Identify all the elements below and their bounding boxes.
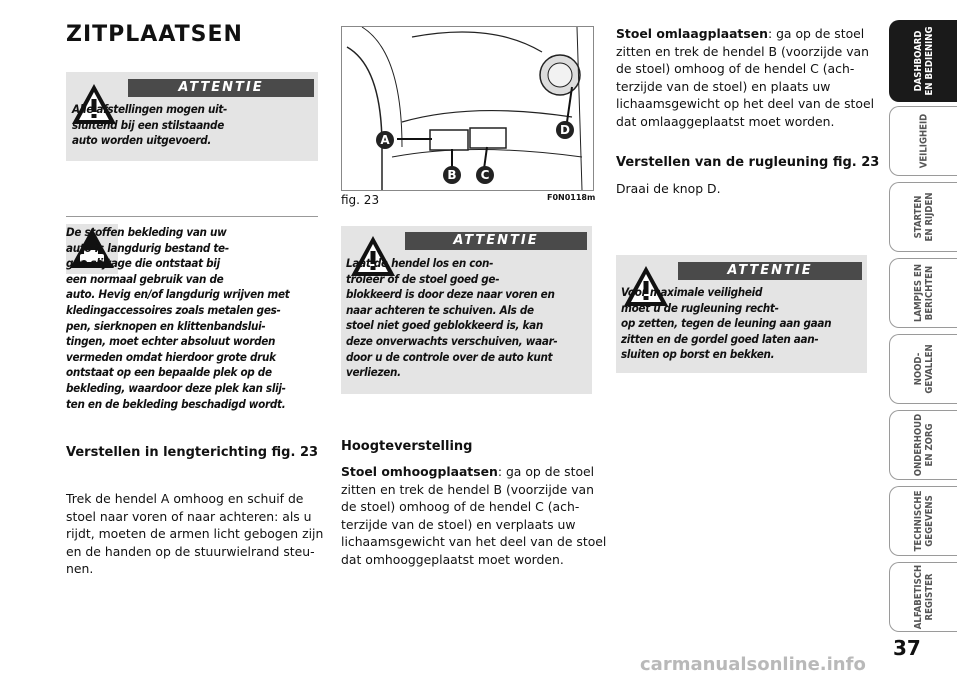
seat-illustration bbox=[342, 27, 593, 190]
chapter-tabs bbox=[883, 0, 960, 640]
divider bbox=[66, 216, 318, 217]
figure-caption: fig. 23 bbox=[341, 193, 380, 207]
warning-header: ATTENTIE bbox=[128, 79, 314, 97]
longitudinal-heading: Verstellen in lengterichting fig. 23 bbox=[66, 445, 319, 460]
warning-header: ATTENTIE bbox=[678, 262, 862, 280]
tab-safety[interactable]: VEILIGHEID bbox=[889, 106, 957, 176]
fabric-note-text: De stoffen bekleding van uw auto is langdurig bestand te- gen slijtage die ontstaat bij een normaal gebruik van de auto. Hevig en/of langdurig wrijven met kledingaccessoires zoals metalen ges- pen, sierknopen en klittenbandslui- tingen, moet echter absoluut worden vermeden omdat hierdoor grote druk ontstaat op een bepaalde plek op de bekleding, waardoor deze plek kan slij- ten en de bekleding beschadigd wordt. bbox=[66, 225, 290, 411]
lower-body: : ga op de stoel zitten en trek de hendel B (voorzijde van de stoel) omhoog of de hendel C (ach- terzijde van de stoel) en plaats uw lichaamsgewicht op het deel van de stoel dat omlaaggeplaatst moet worden. bbox=[616, 26, 875, 129]
page-title: ZITPLAATSEN bbox=[66, 22, 243, 47]
warning-text: Alle afstellingen mogen uit- sluitend bij een stilstaande auto worden uitgevoerd. bbox=[72, 102, 228, 148]
warning-text: Voor maximale veiligheid moet u de rugleuning recht- op zetten, tegen de leuning aan gaan zitten en de gordel goed laten aan- sluiten op borst en bekken. bbox=[621, 285, 832, 362]
figure-code: F0N0118m bbox=[547, 193, 596, 202]
raise-label: Stoel omhoogplaatsen bbox=[341, 464, 498, 479]
label-c: C bbox=[476, 166, 494, 184]
warning-header: ATTENTIE bbox=[405, 232, 587, 250]
watermark: carmanualsonline.info bbox=[640, 654, 866, 675]
tab-maintenance[interactable]: ONDERHOUD EN ZORG bbox=[889, 410, 957, 480]
page-number: 37 bbox=[893, 636, 921, 660]
tab-index[interactable]: ALFABETISCH REGISTER bbox=[889, 562, 957, 632]
tab-dashboard[interactable]: DASHBOARD EN BEDIENING bbox=[889, 20, 957, 102]
tab-starting[interactable]: STARTEN EN RIJDEN bbox=[889, 182, 957, 252]
height-heading: Hoogteverstelling bbox=[341, 439, 473, 454]
label-d: D bbox=[556, 121, 574, 139]
backrest-text: Draai de knop D. bbox=[616, 181, 721, 196]
tab-warnings[interactable]: LAMPJES EN BERICHTEN bbox=[889, 258, 957, 328]
seat-figure bbox=[341, 26, 594, 191]
warning-box-backrest bbox=[616, 255, 867, 373]
backrest-heading: Verstellen van de rugleuning fig. 23 bbox=[616, 155, 880, 170]
height-text bbox=[341, 463, 607, 568]
warning-box-adjustments bbox=[66, 72, 318, 161]
warning-box-lever bbox=[341, 226, 592, 394]
label-b: B bbox=[443, 166, 461, 184]
tab-technical[interactable]: TECHNISCHE GEGEVENS bbox=[889, 486, 957, 556]
label-a: A bbox=[376, 131, 394, 149]
longitudinal-text: Trek de hendel A omhoog en schuif de stoel naar voren of naar achteren: als u rijdt, moeten de armen licht gebogen zijn en de handen op de stuurwielrand steu- nen. bbox=[66, 491, 324, 576]
warning-text: Laat de hendel los en con- troleer of de stoel goed ge- blokkeerd is door deze naar voren en naar achteren te schuiven. Als de stoel niet goed geblokkeerd is, kan deze onverwachts verschuiven, waar- door u de controle over de auto kunt verliezen. bbox=[346, 256, 558, 380]
raise-text: : ga op de stoel zitten en trek de hendel B (voorzijde van de stoel) omhoog of de hendel C (ach- terzijde van de stoel) en verplaats uw lichaamsgewicht van het deel van de stoel dat omhooggeplaatst moet worden. bbox=[341, 464, 607, 567]
lower-label: Stoel omlaagplaatsen bbox=[616, 26, 768, 41]
lower-text bbox=[616, 25, 875, 130]
tab-emergencies[interactable]: NOOD- GEVALLEN bbox=[889, 334, 957, 404]
